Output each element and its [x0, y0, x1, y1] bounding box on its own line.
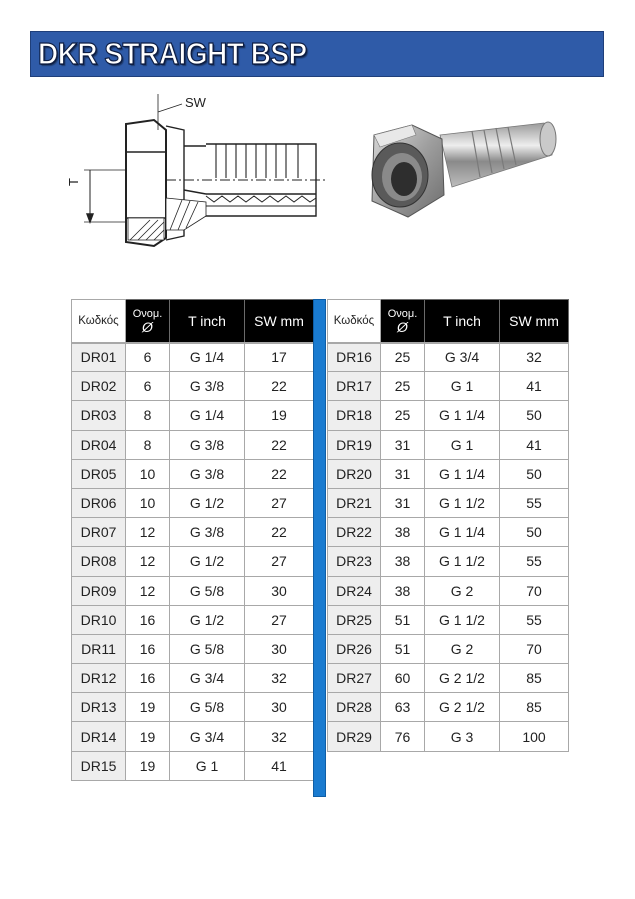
sw-mm-cell: 22 [245, 430, 314, 459]
column-divider [313, 299, 326, 797]
nominal-cell: 16 [126, 634, 170, 663]
sw-mm-cell: 55 [500, 605, 569, 634]
table-row [328, 518, 569, 547]
sw-mm-cell: 19 [245, 401, 314, 430]
nominal-cell: 25 [381, 343, 425, 372]
nominal-cell: 16 [126, 605, 170, 634]
code-cell: DR27 [328, 664, 381, 693]
header-code: Κωδκός [328, 300, 381, 343]
header-code: Κωδκός [72, 300, 126, 343]
t-inch-cell: G 2 1/2 [425, 693, 500, 722]
nominal-cell: 76 [381, 722, 425, 751]
code-cell: DR24 [328, 576, 381, 605]
code-cell: DR18 [328, 401, 381, 430]
t-inch-cell: G 5/8 [170, 634, 245, 663]
code-cell: DR25 [328, 605, 381, 634]
code-cell: DR07 [72, 518, 126, 547]
sw-mm-cell: 100 [500, 722, 569, 751]
table-row [328, 401, 569, 430]
code-cell: DR04 [72, 430, 126, 459]
nominal-cell: 19 [126, 751, 170, 780]
t-inch-cell: G 1/2 [170, 547, 245, 576]
nominal-cell: 19 [126, 693, 170, 722]
code-cell: DR29 [328, 722, 381, 751]
table-row [72, 459, 314, 488]
nominal-cell: 8 [126, 430, 170, 459]
fitting-product-image [352, 95, 562, 245]
table-row [328, 722, 569, 751]
code-cell: DR05 [72, 459, 126, 488]
table-row [72, 430, 314, 459]
code-cell: DR17 [328, 372, 381, 401]
nominal-cell: 8 [126, 401, 170, 430]
t-label: T [66, 178, 81, 186]
table-row [328, 664, 569, 693]
table-row [72, 576, 314, 605]
t-inch-cell: G 1/4 [170, 343, 245, 372]
code-cell: DR20 [328, 459, 381, 488]
table-row [72, 751, 314, 780]
table-row [72, 343, 314, 372]
fitting-technical-drawing [66, 90, 336, 250]
sw-mm-cell: 85 [500, 664, 569, 693]
nominal-cell: 19 [126, 722, 170, 751]
code-cell: DR02 [72, 372, 126, 401]
t-inch-cell: G 1 1/4 [425, 459, 500, 488]
code-cell: DR22 [328, 518, 381, 547]
header-t-inch: T inch [425, 300, 500, 343]
sw-mm-cell: 50 [500, 459, 569, 488]
page-title: DKR STRAIGHT BSP [38, 36, 307, 71]
code-cell: DR19 [328, 430, 381, 459]
nominal-cell: 12 [126, 518, 170, 547]
header-sw-mm: SW mm [500, 300, 569, 343]
sw-mm-cell: 22 [245, 459, 314, 488]
sw-mm-cell: 85 [500, 693, 569, 722]
table-row [72, 518, 314, 547]
t-inch-cell: G 3/4 [170, 664, 245, 693]
code-cell: DR06 [72, 488, 126, 517]
sw-mm-cell: 30 [245, 634, 314, 663]
table-row [328, 430, 569, 459]
nominal-cell: 12 [126, 547, 170, 576]
t-inch-cell: G 1/2 [170, 605, 245, 634]
title-bar [30, 31, 604, 77]
t-inch-cell: G 3/8 [170, 518, 245, 547]
sw-mm-cell: 30 [245, 693, 314, 722]
nominal-cell: 31 [381, 430, 425, 459]
sw-mm-cell: 41 [500, 372, 569, 401]
t-inch-cell: G 3 [425, 722, 500, 751]
table-row [72, 488, 314, 517]
nominal-cell: 51 [381, 605, 425, 634]
t-inch-cell: G 1 1/2 [425, 547, 500, 576]
t-inch-cell: G 2 [425, 576, 500, 605]
code-cell: DR09 [72, 576, 126, 605]
nominal-cell: 10 [126, 459, 170, 488]
nominal-cell: 38 [381, 518, 425, 547]
sw-mm-cell: 22 [245, 518, 314, 547]
t-inch-cell: G 1 1/2 [425, 488, 500, 517]
t-inch-cell: G 1 [425, 372, 500, 401]
sw-mm-cell: 27 [245, 605, 314, 634]
sw-mm-cell: 50 [500, 401, 569, 430]
nominal-cell: 38 [381, 576, 425, 605]
sw-mm-cell: 50 [500, 518, 569, 547]
t-inch-cell: G 5/8 [170, 576, 245, 605]
nominal-cell: 51 [381, 634, 425, 663]
nominal-cell: 6 [126, 343, 170, 372]
nominal-cell: 12 [126, 576, 170, 605]
t-inch-cell: G 3/4 [170, 722, 245, 751]
table-row [328, 693, 569, 722]
spec-table-right [327, 299, 569, 752]
nominal-cell: 31 [381, 459, 425, 488]
code-cell: DR11 [72, 634, 126, 663]
code-cell: DR14 [72, 722, 126, 751]
table-row [328, 488, 569, 517]
sw-mm-cell: 27 [245, 488, 314, 517]
header-t-inch: T inch [170, 300, 245, 343]
code-cell: DR28 [328, 693, 381, 722]
table-row [72, 372, 314, 401]
header-sw-mm: SW mm [245, 300, 314, 343]
t-inch-cell: G 1/4 [170, 401, 245, 430]
nominal-cell: 16 [126, 664, 170, 693]
code-cell: DR15 [72, 751, 126, 780]
t-inch-cell: G 1/2 [170, 488, 245, 517]
sw-mm-cell: 70 [500, 576, 569, 605]
t-inch-cell: G 2 1/2 [425, 664, 500, 693]
code-cell: DR13 [72, 693, 126, 722]
code-cell: DR03 [72, 401, 126, 430]
t-inch-cell: G 1 [425, 430, 500, 459]
code-cell: DR12 [72, 664, 126, 693]
table-row [328, 605, 569, 634]
table-row [328, 343, 569, 372]
t-inch-cell: G 3/8 [170, 372, 245, 401]
t-inch-cell: G 5/8 [170, 693, 245, 722]
sw-mm-cell: 55 [500, 547, 569, 576]
sw-mm-cell: 30 [245, 576, 314, 605]
table-header-row [72, 300, 314, 343]
table-row [72, 634, 314, 663]
nominal-cell: 38 [381, 547, 425, 576]
table-header-row [328, 300, 569, 343]
t-inch-cell: G 1 1/4 [425, 401, 500, 430]
t-inch-cell: G 1 1/4 [425, 518, 500, 547]
nominal-cell: 60 [381, 664, 425, 693]
sw-mm-cell: 41 [500, 430, 569, 459]
nominal-cell: 25 [381, 401, 425, 430]
sw-mm-cell: 32 [245, 664, 314, 693]
table-row [328, 634, 569, 663]
nominal-cell: 6 [126, 372, 170, 401]
table-row [328, 576, 569, 605]
nominal-cell: 63 [381, 693, 425, 722]
table-row [72, 664, 314, 693]
sw-mm-cell: 22 [245, 372, 314, 401]
t-inch-cell: G 1 [170, 751, 245, 780]
table-row [328, 547, 569, 576]
sw-mm-cell: 55 [500, 488, 569, 517]
code-cell: DR16 [328, 343, 381, 372]
sw-mm-cell: 70 [500, 634, 569, 663]
nominal-cell: 31 [381, 488, 425, 517]
code-cell: DR26 [328, 634, 381, 663]
code-cell: DR21 [328, 488, 381, 517]
table-row [328, 372, 569, 401]
table-row [72, 401, 314, 430]
t-inch-cell: G 3/4 [425, 343, 500, 372]
table-row [72, 547, 314, 576]
sw-mm-cell: 32 [245, 722, 314, 751]
code-cell: DR01 [72, 343, 126, 372]
sw-mm-cell: 17 [245, 343, 314, 372]
header-nominal: Ονομ. Ø [126, 300, 170, 343]
spec-table-left [71, 299, 314, 781]
t-inch-cell: G 3/8 [170, 459, 245, 488]
sw-label: SW [185, 95, 206, 110]
table-row [72, 722, 314, 751]
t-inch-cell: G 2 [425, 634, 500, 663]
t-inch-cell: G 3/8 [170, 430, 245, 459]
nominal-cell: 10 [126, 488, 170, 517]
table-row [328, 459, 569, 488]
table-row [72, 605, 314, 634]
table-row [72, 693, 314, 722]
header-nominal: Ονομ. Ø [381, 300, 425, 343]
sw-mm-cell: 32 [500, 343, 569, 372]
code-cell: DR23 [328, 547, 381, 576]
t-inch-cell: G 1 1/2 [425, 605, 500, 634]
nominal-cell: 25 [381, 372, 425, 401]
code-cell: DR10 [72, 605, 126, 634]
code-cell: DR08 [72, 547, 126, 576]
sw-mm-cell: 27 [245, 547, 314, 576]
sw-mm-cell: 41 [245, 751, 314, 780]
